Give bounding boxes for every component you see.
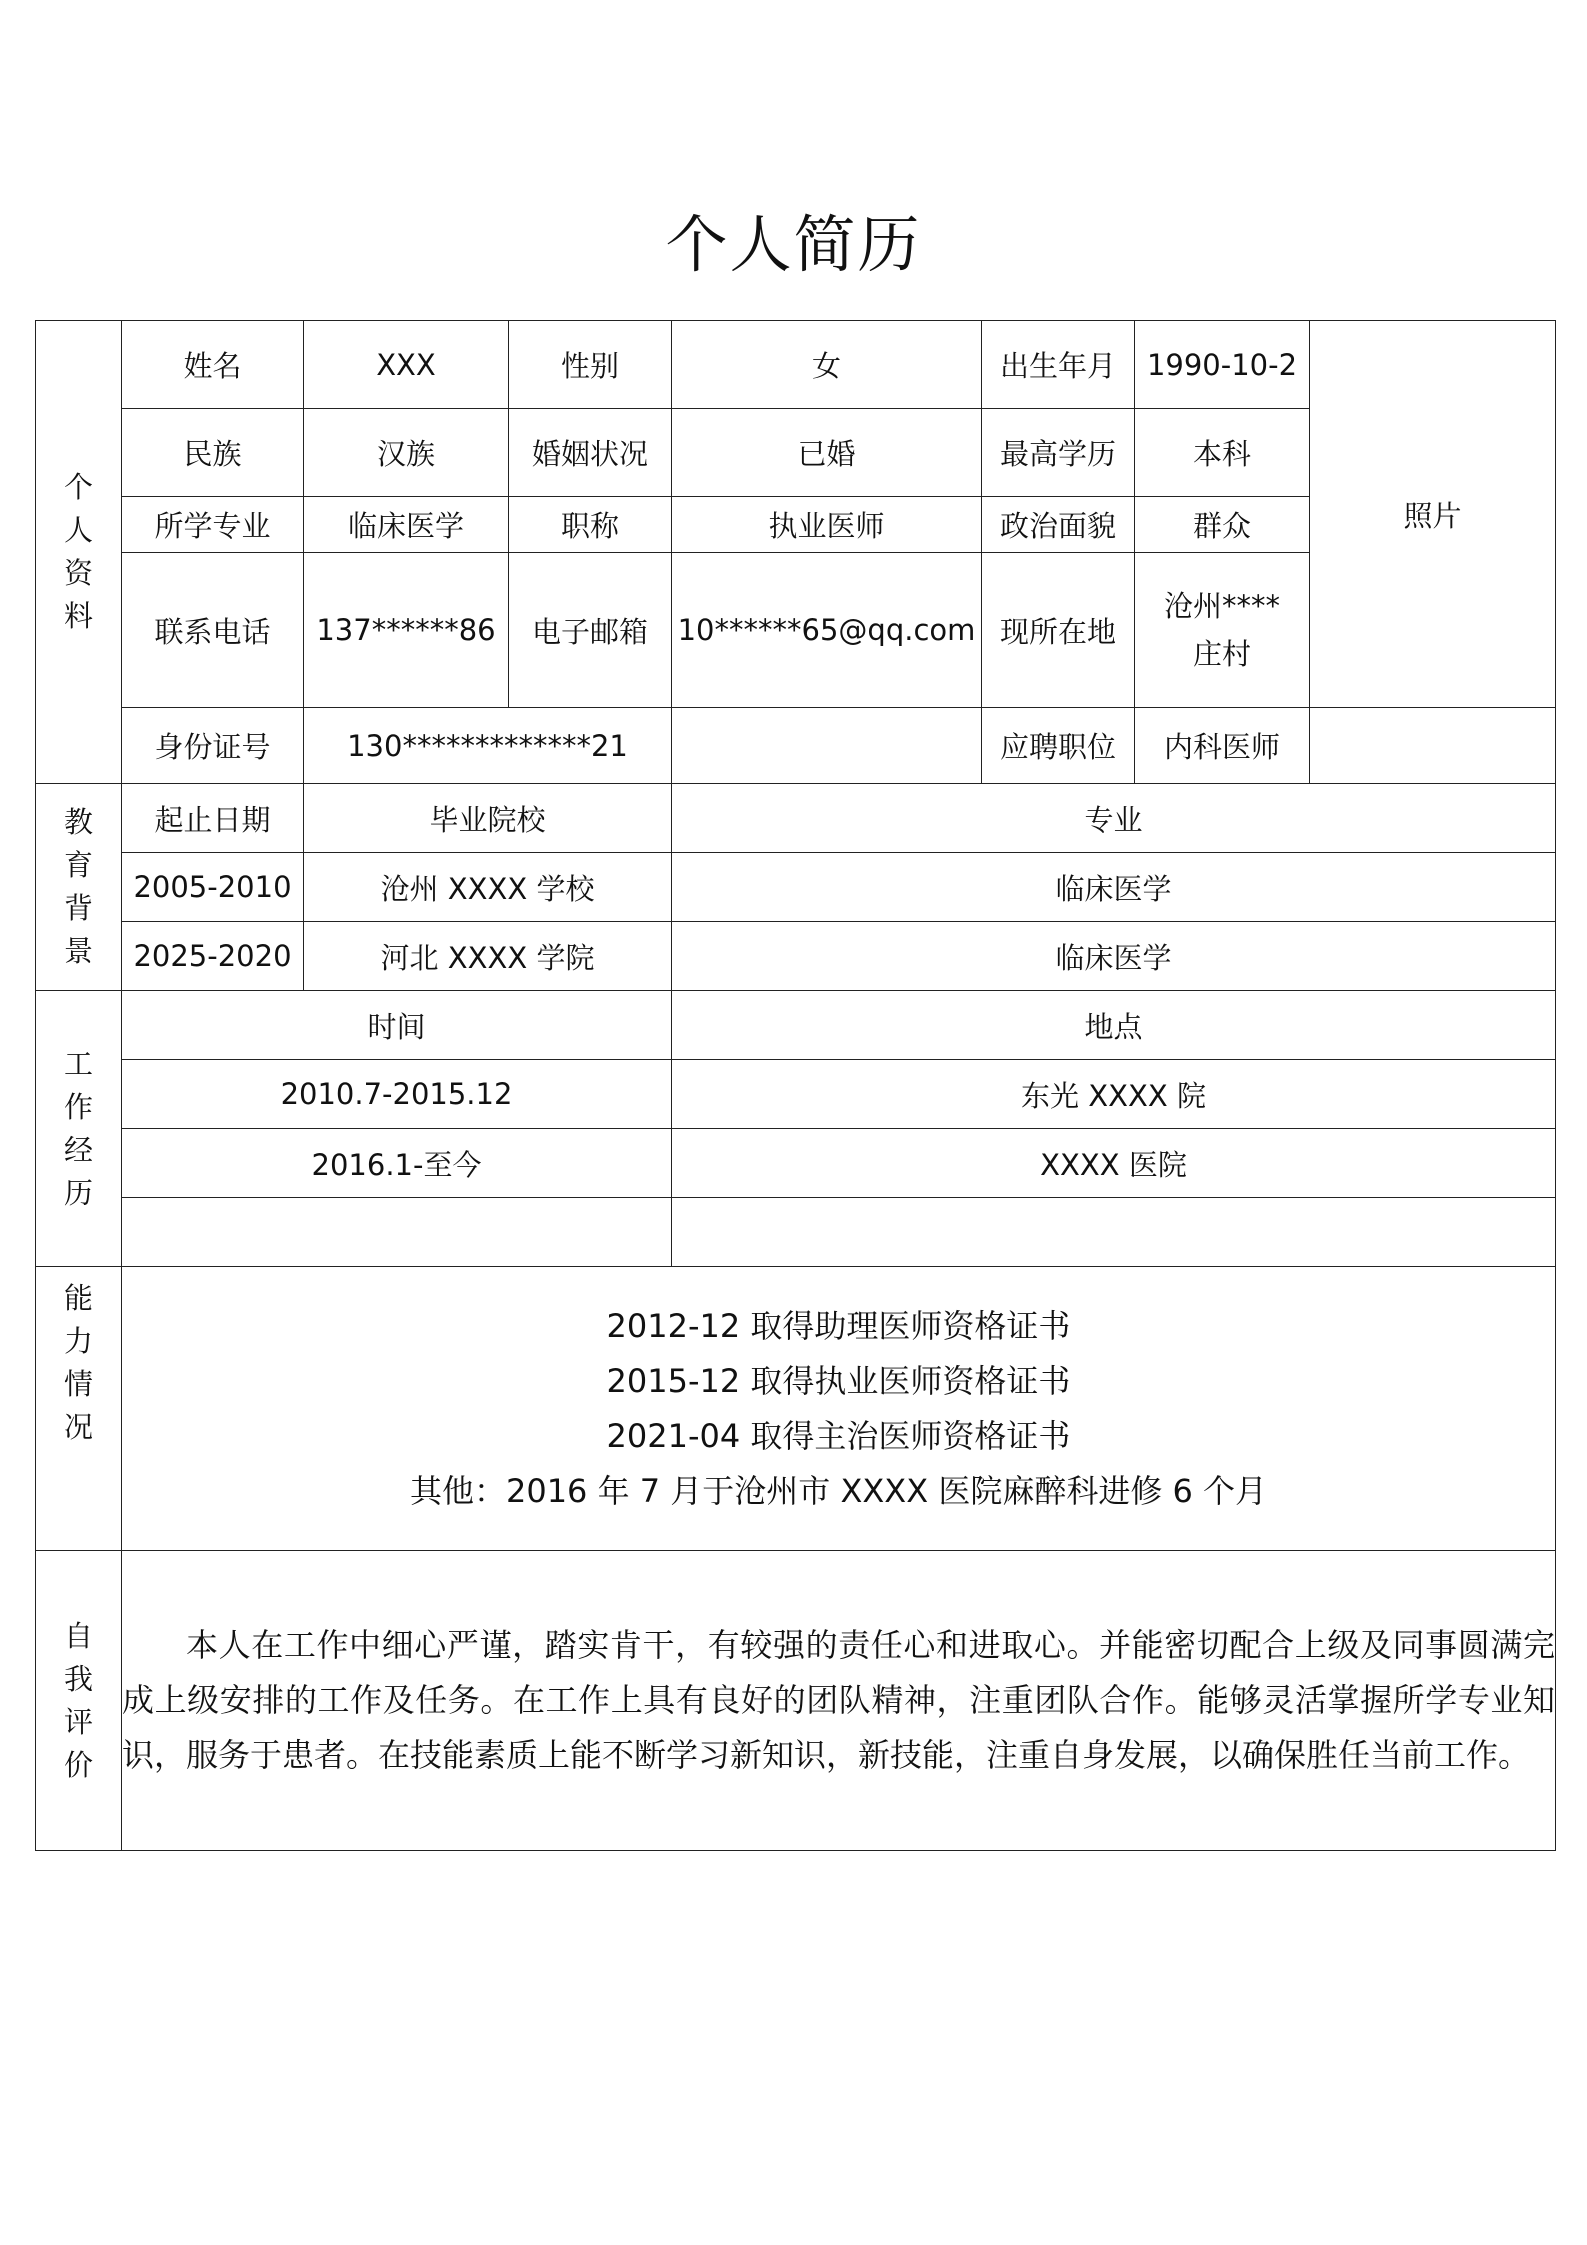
name-value: XXX: [304, 321, 509, 409]
personal-row-1: [36, 321, 1556, 409]
self-evaluation-text: 本人在工作中细心严谨，踏实肯干，有较强的责任心和进取心。并能密切配合上级及同事圆满完成上级安排的工作及任务。在工作上具有良好的团队精神，注重团队合作。能够灵活掌握所学专业知识，服务于患者。在技能素质上能不断学习新知识，新技能，注重自身发展，以确保胜任当前工作。: [122, 1626, 1555, 1774]
work-place: [672, 1198, 1556, 1267]
section-char: 资: [63, 556, 93, 590]
personal-section-label: [36, 321, 122, 784]
education-header-row: [36, 784, 1556, 853]
major-value: 临床医学: [304, 497, 509, 553]
gender-value: 女: [672, 321, 982, 409]
marital-value: 已婚: [672, 409, 982, 497]
birth-value: 1990-10-2: [1135, 321, 1310, 409]
education-major: 临床医学: [672, 922, 1556, 991]
education-level-value: 本科: [1135, 409, 1310, 497]
section-char: 人: [63, 513, 93, 547]
political-label: 政治面貌: [982, 497, 1135, 553]
ethnicity-label: 民族: [122, 409, 304, 497]
work-time: 2016.1-至今: [122, 1129, 672, 1198]
table-row: [36, 853, 1556, 922]
section-char: 教: [63, 805, 93, 839]
work-place: XXXX 医院: [672, 1129, 1556, 1198]
education-header-school: 毕业院校: [304, 784, 672, 853]
education-school: 沧州 XXXX 学校: [304, 853, 672, 922]
birth-label: 出生年月: [982, 321, 1135, 409]
email-value: 10******65@qq.com: [672, 553, 982, 708]
name-label: 姓名: [122, 321, 304, 409]
section-char: 景: [63, 934, 93, 968]
ability-line: 2021-04 取得主治医师资格证书: [606, 1416, 1071, 1455]
location-line: 庄村: [1192, 637, 1251, 671]
section-char: 育: [63, 848, 93, 882]
self-evaluation-row: [36, 1551, 1556, 1851]
education-major: 临床医学: [672, 853, 1556, 922]
ability-line: 2012-12 取得助理医师资格证书: [606, 1306, 1071, 1345]
phone-value: 137******86: [304, 553, 509, 708]
table-row: [36, 1129, 1556, 1198]
section-char: 工: [63, 1046, 93, 1081]
ability-line: 2015-12 取得执业医师资格证书: [606, 1361, 1071, 1400]
personal-row-5: [36, 708, 1556, 784]
work-place: 东光 XXXX 院: [672, 1060, 1556, 1129]
phone-label: 联系电话: [122, 553, 304, 708]
section-char: 个: [63, 470, 93, 504]
section-char: 历: [63, 1175, 93, 1210]
resume-table: [35, 320, 1556, 1851]
abilities-row: [36, 1267, 1556, 1551]
education-section-label: [36, 784, 122, 991]
section-char: 价: [63, 1747, 93, 1782]
location-label: 现所在地: [982, 553, 1135, 708]
table-row: [36, 1060, 1556, 1129]
page-title: 个人简历: [665, 208, 922, 281]
section-char: 作: [63, 1089, 93, 1124]
work-header-row: [36, 991, 1556, 1060]
marital-label: 婚姻状况: [509, 409, 672, 497]
abilities-content: [122, 1267, 1556, 1551]
empty-cell: [1310, 708, 1556, 784]
section-char: 料: [63, 599, 93, 633]
section-char: 力: [63, 1324, 93, 1358]
id-value: 130*************21: [304, 708, 672, 784]
job-title-value: 执业医师: [672, 497, 982, 553]
job-title-label: 职称: [509, 497, 672, 553]
education-dates: 2005-2010: [122, 853, 304, 922]
work-header-time: 时间: [122, 991, 672, 1060]
section-char: 背: [63, 891, 93, 925]
section-char: 情: [63, 1367, 93, 1401]
education-school: 河北 XXXX 学院: [304, 922, 672, 991]
email-label: 电子邮箱: [509, 553, 672, 708]
section-char: 况: [63, 1410, 93, 1444]
political-value: 群众: [1135, 497, 1310, 553]
empty-cell: [672, 708, 982, 784]
education-level-label: 最高学历: [982, 409, 1135, 497]
work-time: [122, 1198, 672, 1267]
section-char: 评: [63, 1704, 93, 1739]
education-header-dates: 起止日期: [122, 784, 304, 853]
section-char: 经: [63, 1132, 93, 1167]
abilities-section-label: [36, 1267, 122, 1551]
ethnicity-value: 汉族: [304, 409, 509, 497]
self-evaluation-section-label: [36, 1551, 122, 1851]
id-label: 身份证号: [122, 708, 304, 784]
work-header-place: 地点: [672, 991, 1556, 1060]
section-char: 自: [63, 1618, 93, 1653]
ability-line: 其他：2016 年 7 月于沧州市 XXXX 医院麻醉科进修 6 个月: [409, 1471, 1268, 1510]
education-dates: 2025-2020: [122, 922, 304, 991]
section-char: 我: [63, 1661, 93, 1696]
section-char: 能: [63, 1281, 93, 1315]
table-row: [36, 922, 1556, 991]
gender-label: 性别: [509, 321, 672, 409]
self-evaluation-content: [122, 1551, 1556, 1851]
work-time: 2010.7-2015.12: [122, 1060, 672, 1129]
location-value: [1135, 553, 1310, 708]
work-section-label: [36, 991, 122, 1267]
position-value: 内科医师: [1135, 708, 1310, 784]
education-header-major: 专业: [672, 784, 1556, 853]
major-label: 所学专业: [122, 497, 304, 553]
position-label: 应聘职位: [982, 708, 1135, 784]
table-row: [36, 1198, 1556, 1267]
location-line: 沧州****: [1163, 589, 1280, 623]
photo-box: 照片: [1310, 321, 1556, 708]
